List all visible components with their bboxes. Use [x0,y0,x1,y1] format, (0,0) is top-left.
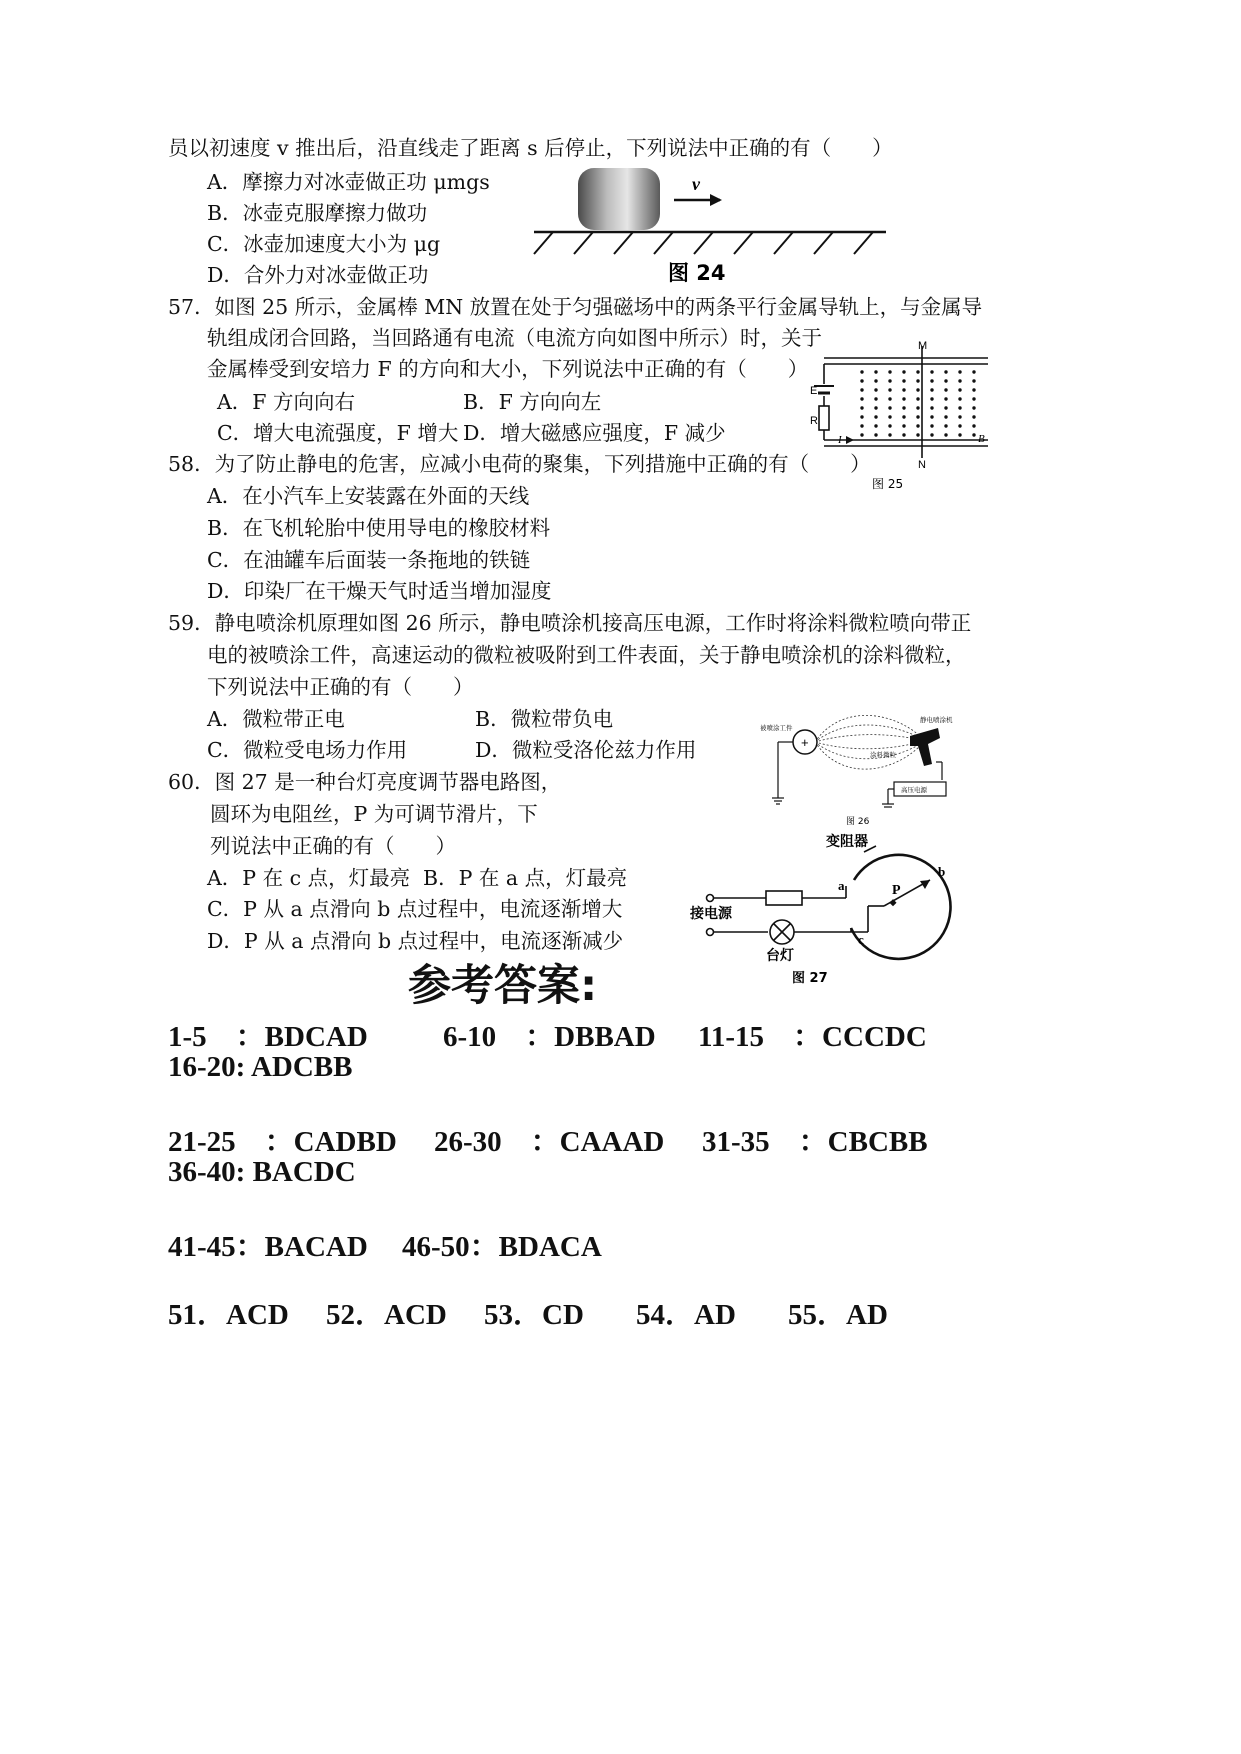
field-dot [888,406,891,409]
field-dot [860,370,863,373]
answer-54: 54．AD [636,1299,736,1331]
answer-16-20: 16-20: ADCBB [168,1051,353,1083]
q57-option-c: C．增大电流强度，F 增大 [217,421,459,445]
q56-option-b: B．冰壶克服摩擦力做功 [207,201,428,225]
field-dot [944,397,947,400]
fixed-resistor [766,891,802,905]
label-M: M [918,340,928,352]
label-R: R [810,415,818,427]
answer-36-40: 36-40: BACDC [168,1156,356,1188]
field-dot [944,379,947,382]
field-dot [972,388,975,391]
field-dot [958,379,961,382]
field-lines [815,715,920,769]
figure-24-curling-stone [528,160,890,285]
field-dot [972,415,975,418]
field-dot [944,370,947,373]
answer-6-10: 6-10 ：DBBAD [443,1021,656,1053]
field-dot [902,406,905,409]
field-dot [902,424,905,427]
field-dot [972,424,975,427]
q59-option-b: B．微粒带负电 [475,707,614,731]
label-c: c [858,932,864,947]
label-P: P [892,883,901,898]
field-dot [888,379,891,382]
field-dot [958,397,961,400]
field-dot [888,397,891,400]
answer-31-35: 31-35 ：CBCBB [702,1126,928,1158]
field-dot [860,433,863,436]
answer-53: 53．CD [484,1299,584,1331]
field-dot [902,397,905,400]
field-dot [888,388,891,391]
field-dot [888,424,891,427]
field-dot [958,415,961,418]
answer-11-15: 11-15 ：CCCDC [698,1021,927,1053]
q59-line1: 59．静电喷涂机原理如图 26 所示，静电喷涂机接高压电源，工作时将涂料微粒喷向带正 [168,611,972,635]
field-dot [902,415,905,418]
answer-21-25: 21-25 ：CADBD [168,1126,397,1158]
q57-line1: 57．如图 25 所示，金属棒 MN 放置在处于匀强磁场中的两条平行金属导轨上，与金属导 [168,295,983,319]
field-dot [944,388,947,391]
q60-line2: 圆环为电阻丝，P 为可调节滑片，下 [210,802,538,826]
field-dot [916,370,919,373]
answer-41-45: 41-45：BACAD [168,1231,368,1263]
answer-52: 52．ACD [326,1299,447,1331]
field-dot [930,415,933,418]
velocity-label: v [692,174,700,194]
label-E: E [810,385,818,397]
field-dot [916,379,919,382]
q57-line3: 金属棒受到安培力 F 的方向和大小，下列说法中正确的有（ ） [207,357,809,381]
q59-line3: 下列说法中正确的有（ ） [207,675,474,699]
q60-option-b: B．P 在 a 点，灯最亮 [423,866,628,890]
label-N: N [918,459,926,471]
label-a: a [838,878,845,893]
figure-26-caption: 图 26 [846,817,870,827]
q57-option-d: D．增大磁感应强度，F 减少 [463,421,726,445]
answer-55: 55．AD [788,1299,888,1331]
q56-option-d: D．合外力对冰壶做正功 [207,263,429,287]
field-dot [874,406,877,409]
q58-option-d: D．印染厂在干燥天气时适当增加湿度 [207,579,552,603]
label-b: b [938,864,946,879]
q58-option-a: A．在小汽车上安装露在外面的天线 [207,484,530,508]
field-dot [972,433,975,436]
field-dot [874,415,877,418]
figure-25-caption: 图 25 [872,477,904,491]
q60-line1: 60．图 27 是一种台灯亮度调节器电路图， [168,770,562,794]
q60-line3: 列说法中正确的有（ ） [210,834,456,858]
field-dot [916,388,919,391]
q60-option-c: C．P 从 a 点滑向 b 点过程中，电流逐渐增大 [207,897,623,921]
label-lamp: 台灯 [766,948,794,964]
answer-26-30: 26-30 ：CAAAD [434,1126,665,1158]
field-dot [958,370,961,373]
field-dot [944,415,947,418]
field-dot [916,406,919,409]
label-power-source: 接电源 [690,906,732,922]
field-dot [958,388,961,391]
q58-option-b: B．在飞机轮胎中使用导电的橡胶材料 [207,516,551,540]
field-dot [902,370,905,373]
field-dot [888,415,891,418]
q57-option-a: A．F 方向向右 [217,390,356,414]
field-dot [874,397,877,400]
field-dot [902,379,905,382]
q59-line2: 电的被喷涂工件，高速运动的微粒被吸附到工件表面，关于静电喷涂机的涂料微粒， [207,643,966,667]
label-particles: 涂料微粒 [870,751,896,759]
q59-option-a: A．微粒带正电 [207,707,345,731]
field-dot [874,379,877,382]
field-dot [944,406,947,409]
q59-option-d: D．微粒受洛伦兹力作用 [475,738,697,762]
field-dot [860,406,863,409]
field-dot [916,397,919,400]
field-dot [902,388,905,391]
field-dot [860,379,863,382]
field-dot [916,415,919,418]
field-dot [860,397,863,400]
field-dot [930,379,933,382]
figure-24-caption: 图 24 [668,261,726,285]
label-power: 高压电源 [901,786,927,794]
answer-key-title: 参考答案: [408,961,598,1011]
field-dot [944,424,947,427]
magnetic-field-dots [860,370,975,436]
q56-stem: 员以初速度 v 推出后，沿直线走了距离 s 后停止，下列说法中正确的有（ ） [168,136,893,160]
q58-stem: 58．为了防止静电的危害，应减小电荷的聚集，下列措施中正确的有（ ） [168,452,871,476]
field-dot [916,433,919,436]
plus-sign: + [801,735,809,750]
label-workpiece: 被喷涂工件 [760,724,793,732]
figure-26-electrostatic-sprayer [760,700,960,830]
rheostat-ring [851,855,951,959]
field-dot [930,370,933,373]
field-dot [972,379,975,382]
field-dot [860,424,863,427]
ground-hatching [534,232,873,254]
field-dot [930,424,933,427]
field-dot [958,406,961,409]
field-dot [916,424,919,427]
field-dot [930,406,933,409]
circuit-wires [819,346,988,458]
answer-46-50: 46-50：BDACA [402,1231,602,1263]
q60-option-a: A．P 在 c 点，灯最亮 [207,866,411,890]
field-dot [930,397,933,400]
field-dot [860,388,863,391]
field-dot [860,415,863,418]
field-dot [874,370,877,373]
field-dot [930,388,933,391]
q57-line2: 轨组成闭合回路，当回路通有电流（电流方向如图中所示）时，关于 [207,326,822,350]
field-dot [958,424,961,427]
answer-1-5: 1-5 ：BDCAD [168,1021,368,1053]
q56-option-c: C．冰壶加速度大小为 μg [207,232,441,256]
curling-stone [578,168,660,230]
q59-option-c: C．微粒受电场力作用 [207,738,408,762]
answer-51: 51．ACD [168,1299,289,1331]
label-B: B [978,433,985,445]
field-dot [874,433,877,436]
field-dot [972,406,975,409]
field-dot [902,433,905,436]
field-dot [930,433,933,436]
field-dot [958,433,961,436]
q60-option-d: D．P 从 a 点滑向 b 点过程中，电流逐渐减少 [207,929,624,953]
field-dot [888,370,891,373]
label-rheostat: 变阻器 [826,834,868,850]
field-dot [874,388,877,391]
field-dot [874,424,877,427]
figure-27-lamp-dimmer-circuit [688,832,958,990]
q56-option-a: A．摩擦力对冰壶做正功 μmgs [207,170,490,194]
q58-option-c: C．在油罐车后面装一条拖地的铁链 [207,548,531,572]
field-dot [972,370,975,373]
figure-27-caption: 图 27 [792,971,828,986]
field-dot [944,433,947,436]
field-dot [972,397,975,400]
label-I: I [838,434,842,446]
field-dot [888,433,891,436]
q57-option-b: B．F 方向向左 [463,390,602,414]
label-sprayer: 静电喷涂机 [920,716,953,724]
